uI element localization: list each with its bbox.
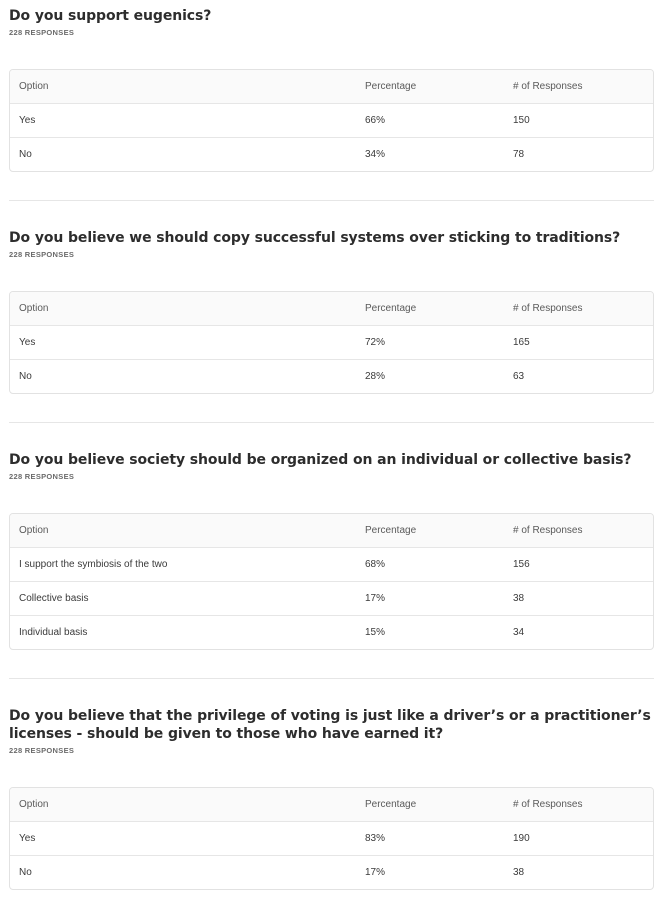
column-header-option: Option [19,799,49,810]
responses-cell: 150 [513,115,530,126]
responses-cell: 156 [513,559,530,570]
section-divider [9,200,654,201]
responses-cell: 38 [513,593,525,604]
table-row [10,547,653,581]
option-cell: No [19,149,32,160]
table-row [10,325,653,359]
percentage-cell: 34% [365,149,386,160]
column-header-responses: # of Responses [513,303,583,314]
question-block [9,707,654,878]
responses-cell: 38 [513,867,525,878]
option-cell: Collective basis [19,593,89,604]
question-block [9,7,654,160]
column-header-percentage: Percentage [365,799,417,810]
table-header [10,292,653,325]
percentage-cell: 72% [365,337,386,348]
results-table [9,69,654,172]
question-block [9,451,654,638]
column-header-option: Option [19,525,49,536]
question-title: Do you believe that the privilege of voting is just like a driver’s or a practitioner’s licenses - should be given to those who have earned it? [9,708,651,742]
column-header-option: Option [19,303,49,314]
question-title: Do you support eugenics? [9,8,212,24]
table-row [10,855,653,889]
percentage-cell: 66% [365,115,386,126]
responses-cell: 63 [513,371,525,382]
column-header-responses: # of Responses [513,799,583,810]
percentage-cell: 68% [365,559,386,570]
option-cell: I support the symbiosis of the two [19,559,168,570]
option-cell: Individual basis [19,627,88,638]
response-count: 228 RESPONSES [9,746,75,755]
column-header-responses: # of Responses [513,81,583,92]
table-row [10,821,653,855]
results-table [9,513,654,650]
table-row [10,615,653,649]
column-header-responses: # of Responses [513,525,583,536]
column-header-percentage: Percentage [365,303,417,314]
section-divider [9,678,654,679]
table-header [10,70,653,103]
percentage-cell: 15% [365,627,386,638]
percentage-cell: 28% [365,371,386,382]
table-row [10,103,653,137]
response-count: 228 RESPONSES [9,250,75,259]
response-count: 228 RESPONSES [9,472,75,481]
results-table [9,787,654,890]
section-divider [9,422,654,423]
table-row [10,137,653,171]
percentage-cell: 17% [365,593,386,604]
response-count: 228 RESPONSES [9,28,75,37]
option-cell: Yes [19,833,36,844]
responses-cell: 190 [513,833,530,844]
table-header [10,788,653,821]
question-block [9,229,654,382]
responses-cell: 34 [513,627,525,638]
column-header-option: Option [19,81,49,92]
option-cell: No [19,867,32,878]
option-cell: No [19,371,32,382]
table-row [10,581,653,615]
table-header [10,514,653,547]
responses-cell: 165 [513,337,530,348]
question-title: Do you believe we should copy successful systems over sticking to traditions? [9,230,621,246]
question-title: Do you believe society should be organized on an individual or collective basis? [9,452,632,468]
responses-cell: 78 [513,149,525,160]
option-cell: Yes [19,337,36,348]
percentage-cell: 83% [365,833,386,844]
column-header-percentage: Percentage [365,525,417,536]
results-table [9,291,654,394]
option-cell: Yes [19,115,36,126]
column-header-percentage: Percentage [365,81,417,92]
table-row [10,359,653,393]
percentage-cell: 17% [365,867,386,878]
